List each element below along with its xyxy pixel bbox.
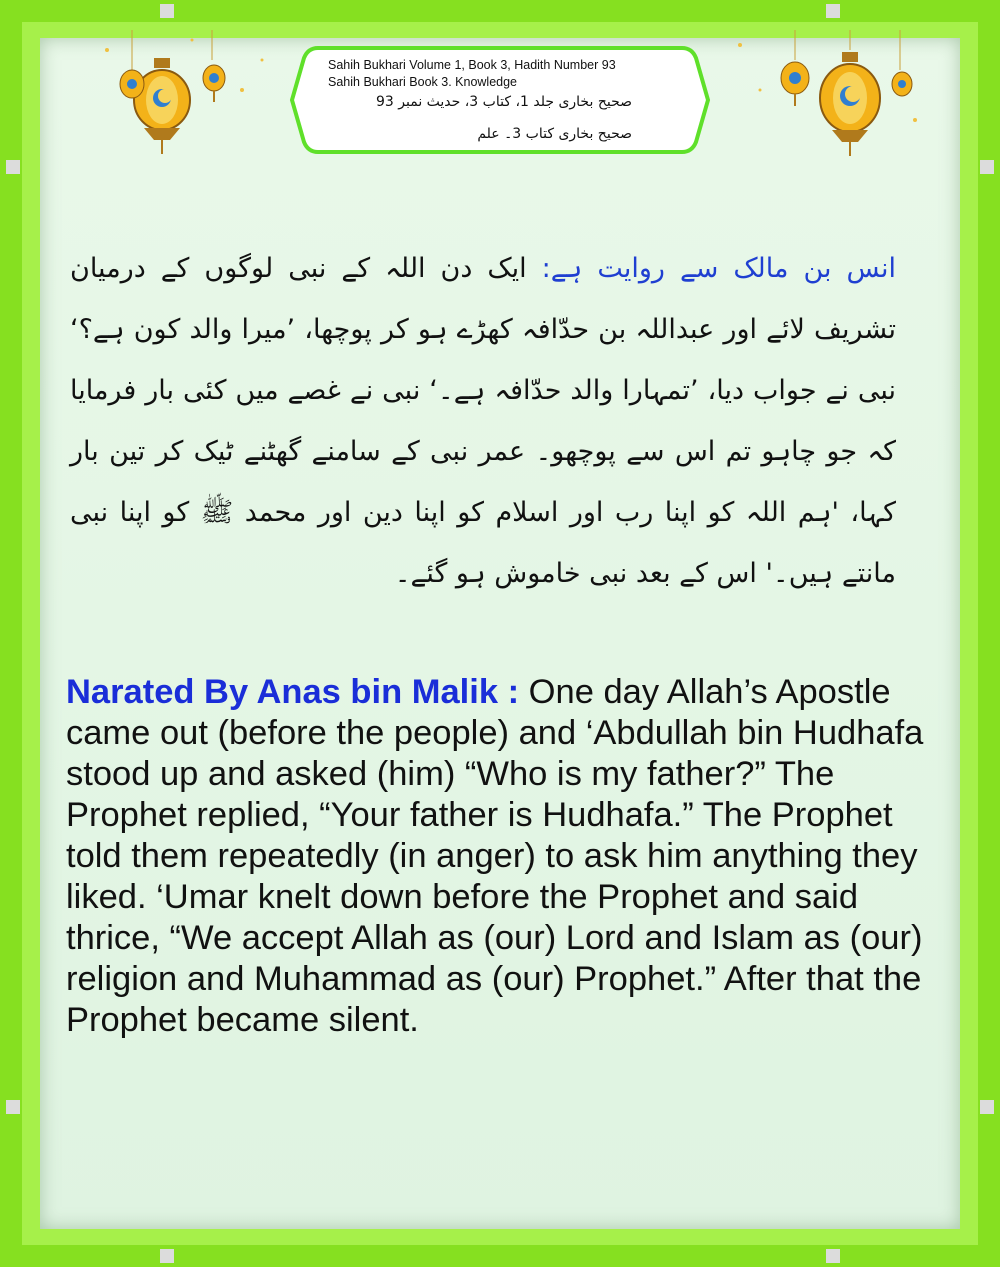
- header-urdu-line-1: صحیح بخاری جلد 1، کتاب 3، حدیث نمبر 93: [376, 94, 632, 110]
- corner-notch: [980, 160, 994, 174]
- crescent-lantern-icon: [720, 30, 930, 180]
- corner-notch: [826, 4, 840, 18]
- corner-notch: [826, 1249, 840, 1263]
- header-english-line-2: Sahih Bukhari Book 3. Knowledge: [328, 75, 518, 89]
- english-body: One day Allah’s Apostle came out (before the people) and ‘Abdullah bin Hudhafa stood up and asked (him) “Who is my father?” The Prophet replied, “Your father is Hudhafa.” The Prophet told them repeatedly (in anger) to ask him anything they liked. ‘Umar knelt down before the Prophet and said thrice, “We accept Allah as (our) Lord and Islam as (our) religion and Muhammad as (our) Prophet.” After that the Prophet became silent.: [66, 673, 924, 1039]
- crescent-lantern-icon: [92, 30, 292, 170]
- header-english-line-1: Sahih Bukhari Volume 1, Book 3, Hadith Number 93: [328, 58, 616, 72]
- corner-notch: [160, 1249, 174, 1263]
- english-hadith-text: [66, 672, 936, 1041]
- urdu-body: ایک دن اللہ کے نبی لوگوں کے درمیان تشریف لائے اور عبداللہ بن حدّافہ کھڑے ہو کر پوچھا، ’میرا والد کون ہے؟‘ نبی نے جواب دیا، ’تمہارا والد حدّافہ ہے۔‘ نبی نے غصے میں کئی بار فرمایا کہ جو چاہو تم اس سے پوچھو۔ عمر نبی کے سامنے گھٹنے ٹیک کر تین بار کہا، 'ہم اللہ کو اپنا رب اور اسلام کو اپنا دین اور محمد ﷺ کو اپنا نبی مانتے ہیں۔' اس کے بعد نبی خاموش ہو گئے۔: [70, 253, 896, 589]
- english-narrator: Narated By Anas bin Malik :: [66, 673, 520, 711]
- content-panel: [40, 38, 960, 1229]
- corner-notch: [6, 1100, 20, 1114]
- corner-notch: [160, 4, 174, 18]
- corner-notch: [980, 1100, 994, 1114]
- hadith-reference-box: [288, 44, 712, 156]
- header-urdu-line-2: صحیح بخاری کتاب 3۔ علم: [477, 126, 632, 142]
- urdu-hadith-text: [70, 238, 896, 604]
- urdu-narrator: انس بن مالک سے روایت ہے:: [541, 253, 896, 284]
- corner-notch: [6, 160, 20, 174]
